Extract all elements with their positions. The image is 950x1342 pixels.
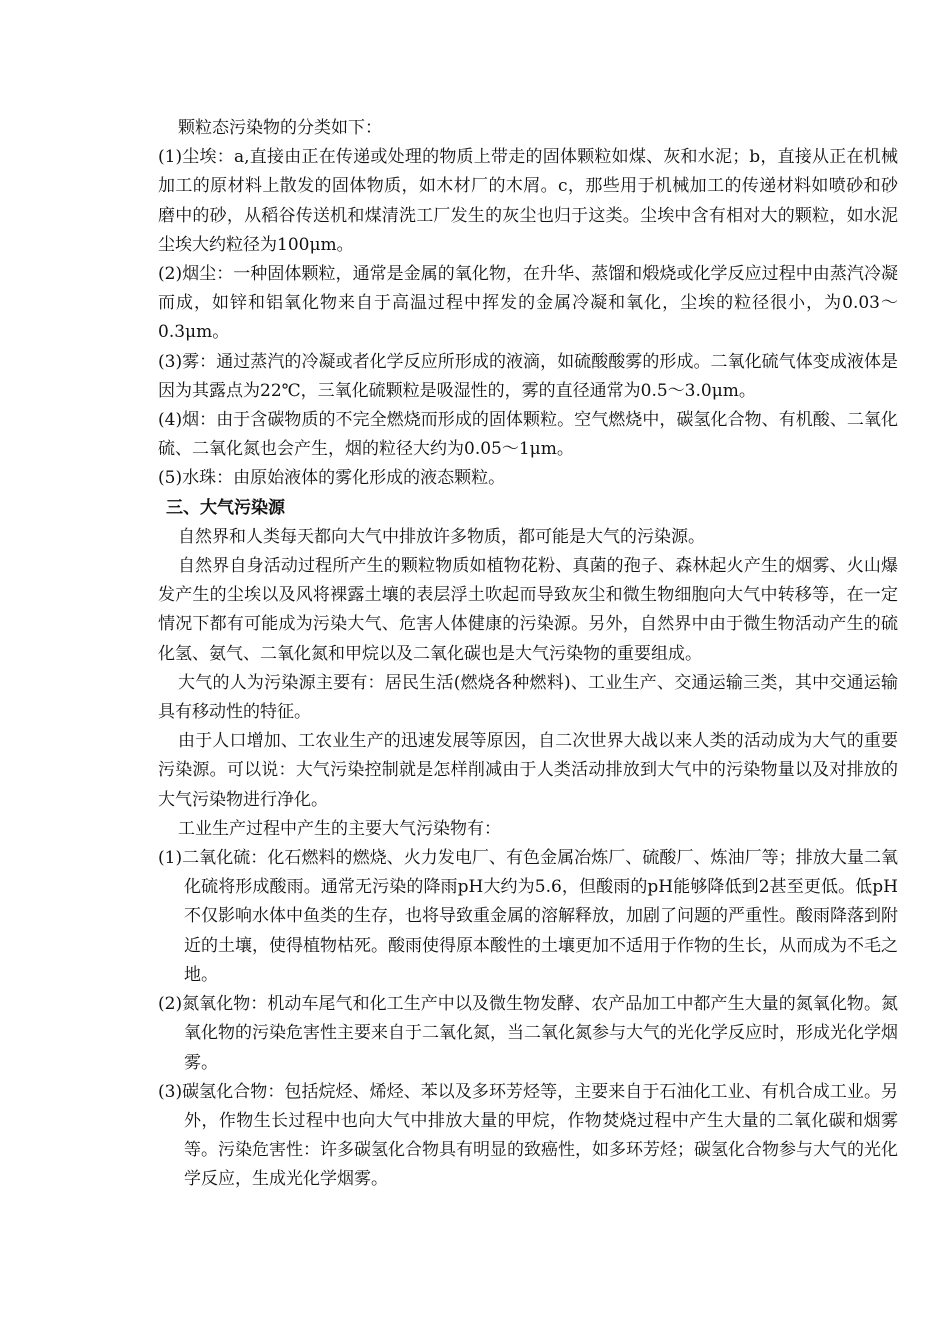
paragraph: 大气的人为污染源主要有：居民生活(燃烧各种燃料)、工业生产、交通运输三类，其中交通运输具有移动性的特征。 [158,672,898,723]
paragraph: 工业生产过程中产生的主要大气污染物有： [178,818,501,839]
section-heading: 三、大气污染源 [166,497,285,518]
pollutant-item-nitrogen-oxides: (2)氮氧化物：机动车尾气和化工生产中以及微生物发酵、农产品加工中都产生大量的氮氧化物。氮氧化物的污染危害性主要来自于二氧化氮，当二氧化氮参与大气的光化学反应时，形成光化学烟雾。 [158,994,898,1073]
particle-item-mist: (3)雾：通过蒸汽的冷凝或者化学反应所形成的液滴，如硫酸酸雾的形成。二氧化硫气体变成液体是因为其露点为22℃，三氧化硫颗粒是吸湿性的，雾的直径通常为0.5～3.0μm。 [158,351,898,401]
intro-text: 颗粒态污染物的分类如下： [178,118,382,138]
document-page [158,114,898,1195]
paragraph: 由于人口增加、工农业生产的迅速发展等原因，自二次世界大战以来人类的活动成为大气的重要污染源。可以说：大气污染控制就是怎样削减由于人类活动排放到大气中的污染物量以及对排放的大气污染物进行净化。 [158,731,898,810]
paragraph: 自然界自身活动过程所产生的颗粒物质如植物花粉、真菌的孢子、森林起火产生的烟雾、火山爆发产生的尘埃以及风将裸露土壤的表层浮土吹起而导致灰尘和微生物细胞向大气中转移等，在一定情况下都有可能成为污染大气、危害人体健康的污染源。另外，自然界中由于微生物活动产生的硫化氢、氨气、二氧化氮和甲烷以及二氧化碳也是大气污染物的重要组成。 [158,556,898,664]
pollutant-item-sulfur-dioxide: (1)二氧化硫：化石燃料的燃烧、火力发电厂、有色金属冶炼厂、硫酸厂、炼油厂等；排放大量二氧化硫将形成酸雨。通常无污染的降雨pH大约为5.6，但酸雨的pH能够降低到2甚至更低。低pH不仅影响水体中鱼类的生存，也将导致重金属的溶解释放，加剧了问题的严重性。酸雨降落到附近的土壤，使得植物枯死。酸雨使得原本酸性的土壤更加不适用于作物的生长，从而成为不毛之地。 [158,848,898,985]
particle-item-droplets: (5)水珠：由原始液体的雾化形成的液态颗粒。 [158,468,506,489]
particle-item-smoke: (4)烟：由于含碳物质的不完全燃烧而形成的固体颗粒。空气燃烧中，碳氢化合物、有机酸、二氧化硫、二氧化氮也会产生，烟的粒径大约为0.05～1μm。 [158,410,898,460]
paragraph: 自然界和人类每天都向大气中排放许多物质，都可能是大气的污染源。 [178,526,705,547]
particle-item-dust: (1)尘埃：a,直接由正在传递或处理的物质上带走的固体颗粒如煤、灰和水泥；b，直接从正在机械加工的原材料上散发的固体物质，如木材厂的木屑。c，那些用于机械加工的传递材料如喷砂和砂磨中的砂，从稻谷传送机和煤清洗工厂发生的灰尘也归于这类。尘埃中含有相对大的颗粒，如水泥尘埃大约粒径为100μm。 [158,147,898,255]
pollutant-item-hydrocarbons: (3)碳氢化合物：包括烷烃、烯烃、苯以及多环芳烃等，主要来自于石油化工业、有机合成工业。另外，作物生长过程中也向大气中排放大量的甲烷，作物焚烧过程中产生大量的二氧化碳和烟雾等。污染危害性：许多碳氢化合物具有明显的致癌性，如多环芳烃；碳氢化合物参与大气的光化学反应，生成光化学烟雾。 [158,1081,898,1190]
particle-item-fume: (2)烟尘：一种固体颗粒，通常是金属的氧化物，在升华、蒸馏和煅烧或化学反应过程中由蒸汽冷凝而成，如锌和铝氧化物来自于高温过程中挥发的金属冷凝和氧化，尘埃的粒径很小，为0.03～0.3μm。 [158,264,898,343]
